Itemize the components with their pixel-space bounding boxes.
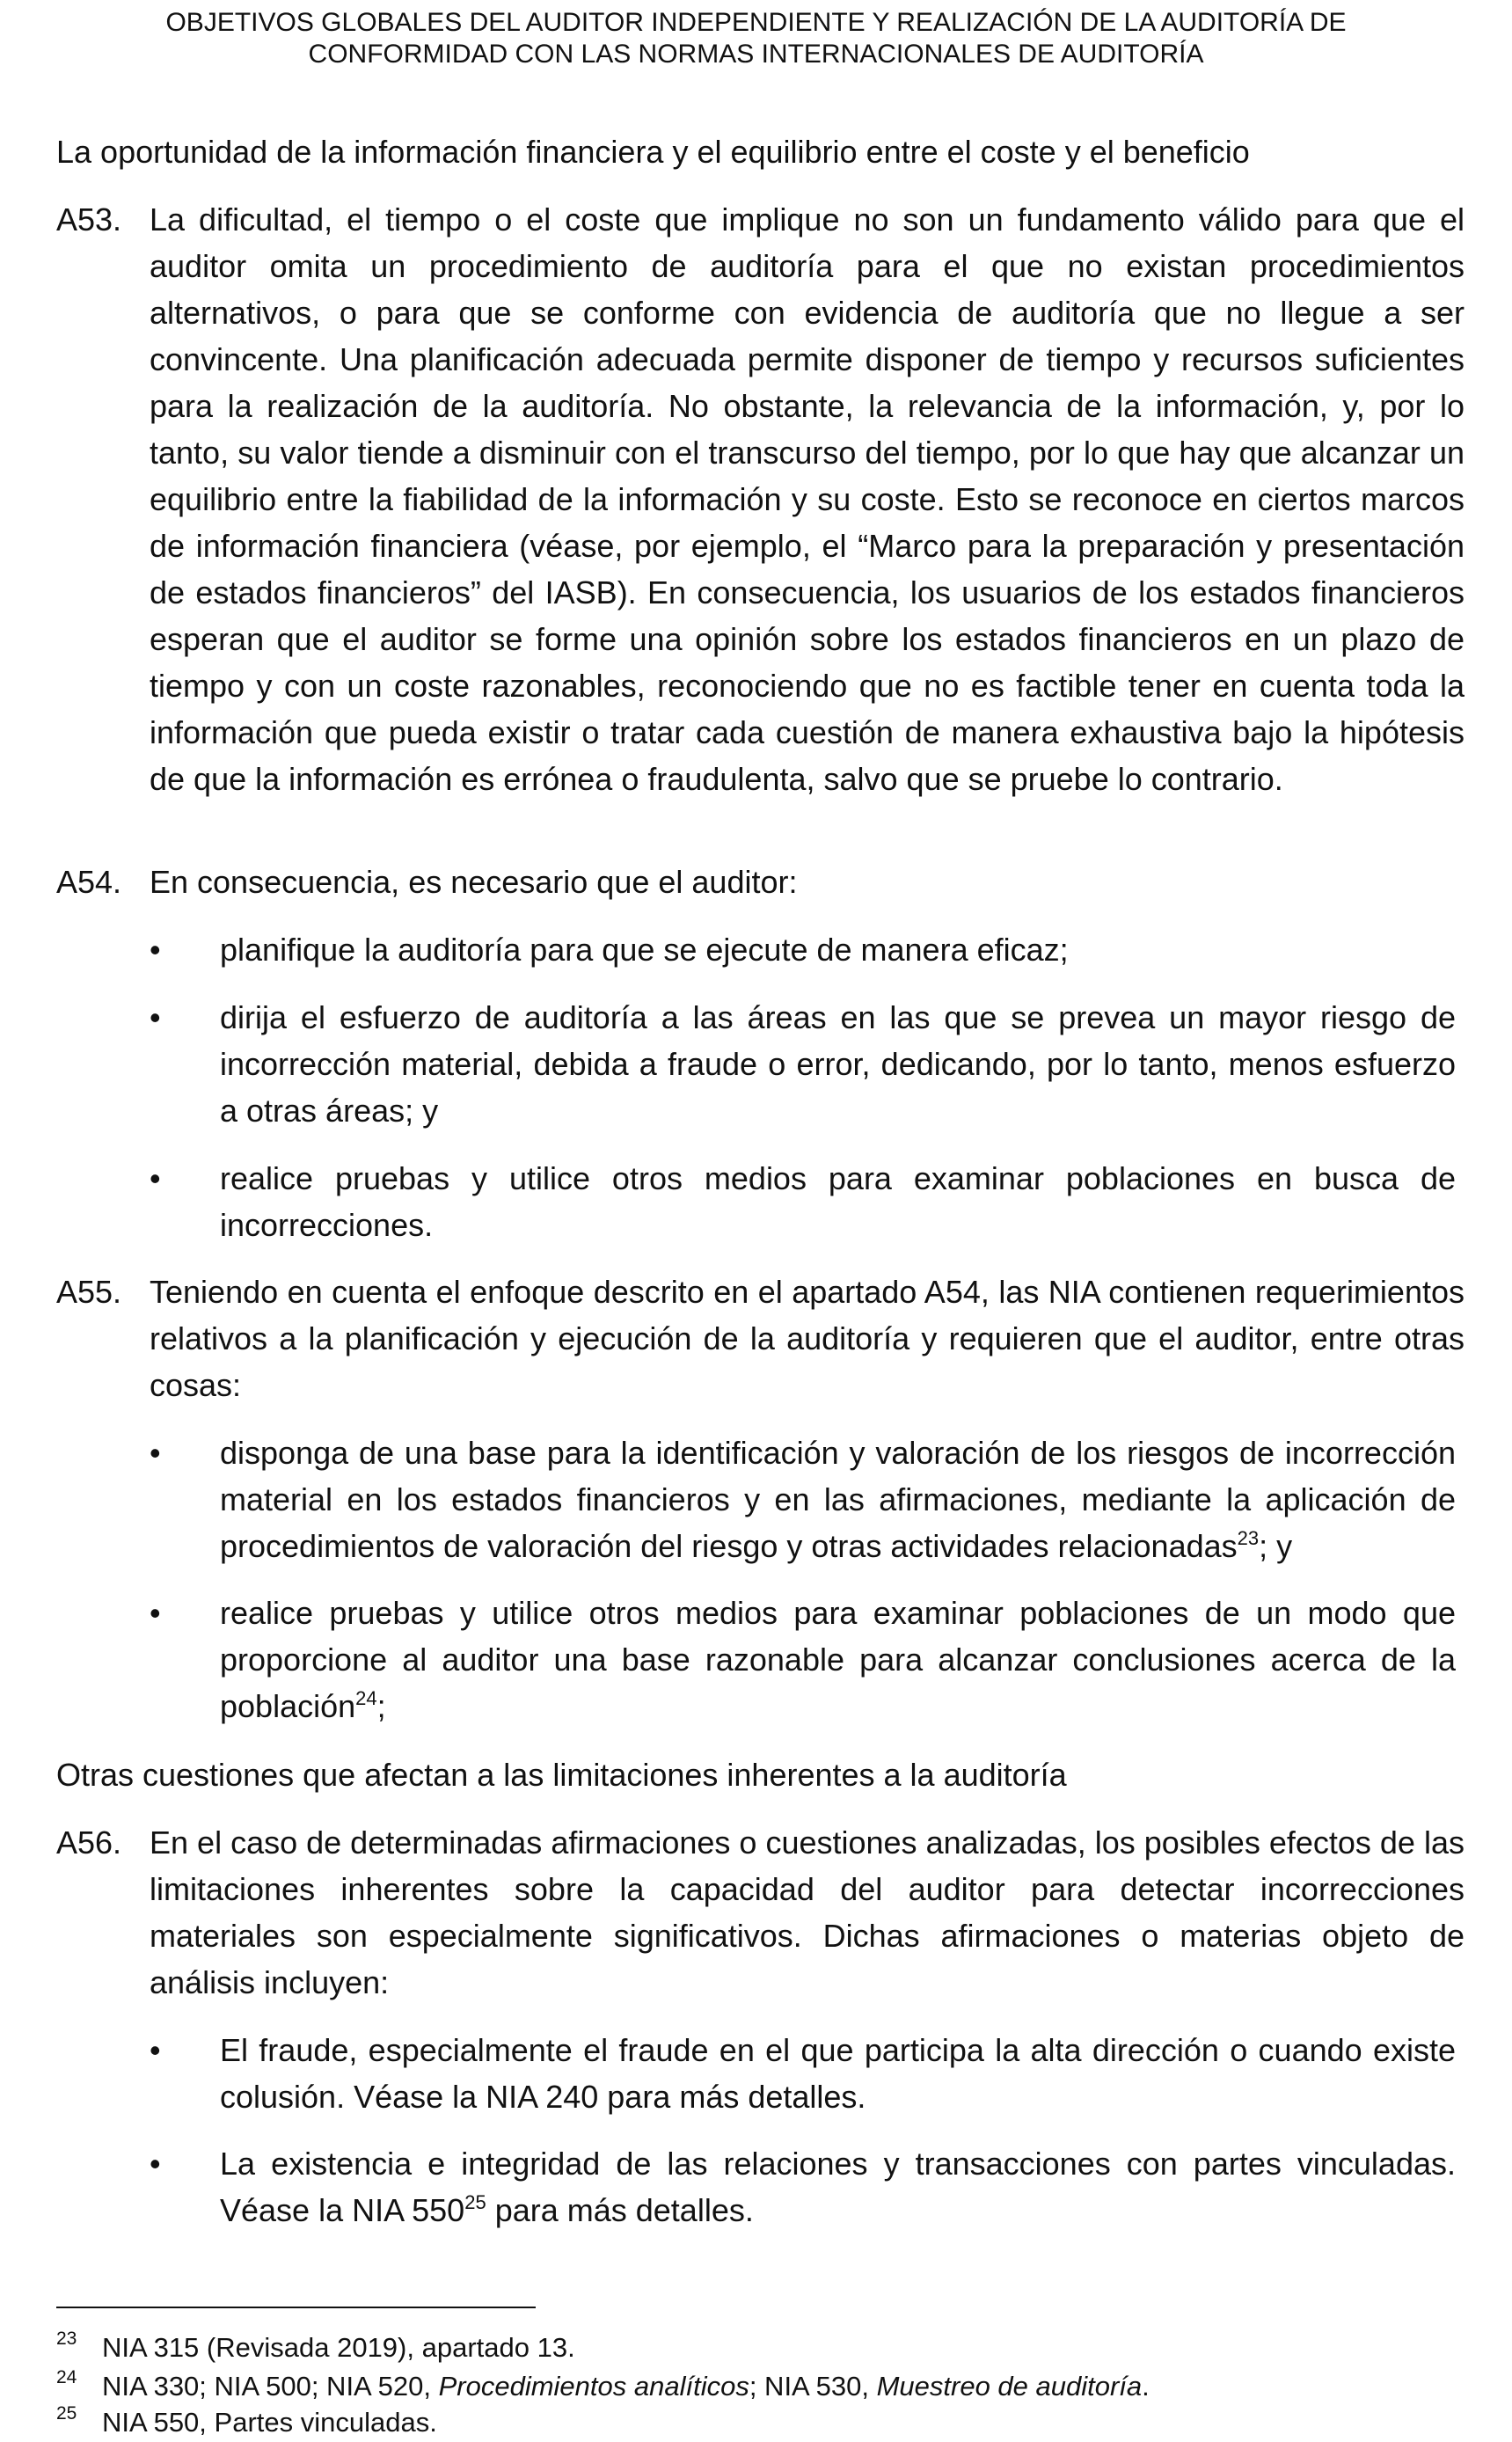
footnote-mark: 23 <box>56 2329 77 2349</box>
paragraph-text: En el caso de determinadas afirmaciones o cuestiones analizadas, los posibles efectos de las limitaciones inherentes sobre la capacidad del auditor para detectar incorrecciones materiales son especialmente significativos. Dichas afirmaciones o materias objeto de análisis incluyen: <box>150 1824 1465 2000</box>
paragraph-number: A54. <box>56 864 122 900</box>
list-item-text: dirija el esfuerzo de auditoría a las áreas en las que se prevea un mayor riesgo de incorrección material, debida a fraude o error, dedicando, por lo tanto, menos esfuerzo a otras áreas; y <box>220 999 1456 1129</box>
header-line-1: OBJETIVOS GLOBALES DEL AUDITOR INDEPENDIENTE Y REALIZACIÓN DE LA AUDITORÍA DE <box>165 8 1347 37</box>
paragraph-text: Teniendo en cuenta el enfoque descrito en el apartado A54, las NIA contienen requerimientos relativos a la planificación y ejecución de la auditoría y requieren que el auditor, entre otras cosas: <box>150 1274 1465 1403</box>
bullet-icon: • <box>150 1595 161 1631</box>
list-item-body: realice pruebas y utilice otros medios para examinar poblaciones de un modo que proporcione al auditor una base razonable para alcanzar conclusiones acerca de la población <box>220 1595 1456 1724</box>
list-item-text: realice pruebas y utilice otros medios para examinar poblaciones en busca de incorrecciones. <box>220 1160 1456 1243</box>
footnote-text-part: NIA 330; NIA 500; NIA 520, <box>102 2371 439 2402</box>
section-heading-other-limitations: Otras cuestiones que afectan a las limitaciones inherentes a la auditoría <box>56 1757 1067 1793</box>
footnote-text-part: . <box>1142 2371 1150 2402</box>
bullet-icon: • <box>150 1435 161 1471</box>
list-item-body: La existencia e integridad de las relaciones y transacciones con partes vinculadas. Véase la NIA 550 <box>220 2146 1456 2228</box>
paragraph-text: En consecuencia, es necesario que el auditor: <box>150 864 798 900</box>
list-item-text <box>220 1590 1456 1729</box>
bullet-icon: • <box>150 2146 161 2182</box>
footnote-text-part: ; NIA 530, <box>749 2371 877 2402</box>
footnote-italic-title: Muestreo de auditoría <box>876 2371 1143 2402</box>
footnote-text: NIA 315 (Revisada 2019), apartado 13. <box>102 2332 575 2363</box>
section-heading-timeliness: La oportunidad de la información financiera y el equilibrio entre el coste y el beneficio <box>56 134 1250 170</box>
page-header <box>0 7 1512 70</box>
list-item-text: El fraude, especialmente el fraude en el que participa la alta dirección o cuando existe colusión. Véase la NIA 240 para más detalles. <box>220 2032 1456 2115</box>
list-item-tail: ; y <box>1259 1528 1293 1564</box>
paragraph-number: A55. <box>56 1274 122 1310</box>
list-item-tail: ; <box>376 1688 386 1724</box>
bullet-icon: • <box>150 2032 161 2068</box>
footnote-ref-24: 24 <box>355 1687 377 1709</box>
list-item-body: disponga de una base para la identificación y valoración de los riesgos de incorrección material en los estados financieros y en las afirmaciones, mediante la aplicación de procedimientos de valoración del riesgo y otras actividades relacionadas <box>220 1435 1456 1564</box>
paragraph-number: A53. <box>56 201 122 238</box>
list-item-text: planifique la auditoría para que se ejecute de manera eficaz; <box>220 932 1069 968</box>
footnote-text <box>102 2370 1457 2403</box>
footnote-ref-25: 25 <box>464 2191 486 2213</box>
bullet-icon: • <box>150 932 161 968</box>
paragraph-number: A56. <box>56 1824 122 1861</box>
footnote-ref-23: 23 <box>1237 1527 1260 1549</box>
footnote-italic-title: Procedimientos analíticos <box>438 2371 749 2402</box>
list-item-text <box>220 1429 1456 1569</box>
header-line-2: CONFORMIDAD CON LAS NORMAS INTERNACIONALES DE AUDITORÍA <box>308 40 1204 69</box>
bullet-icon: • <box>150 999 161 1035</box>
footnote-text: NIA 550, Partes vinculadas. <box>102 2407 437 2438</box>
footnote-mark: 25 <box>56 2403 77 2424</box>
paragraph-text: La dificultad, el tiempo o el coste que implique no son un fundamento válido para que el auditor omita un procedimiento de auditoría para el que no existan procedimientos alternativos, o para que se conforme con evidencia de auditoría que no llegue a ser convincente. Una planificación adecuada permite disponer de tiempo y recursos suficientes para la realización de la auditoría. No obstante, la relevancia de la información, y, por lo tanto, su valor tiende a disminuir con el transcurso del tiempo, por lo que hay que alcanzar un equilibrio entre la fiabilidad de la información y su coste. Esto se reconoce en ciertos marcos de información financiera (véase, por ejemplo, el “Marco para la preparación y presentación de estados financieros” del IASB). En consecuencia, los usuarios de los estados financieros esperan que el auditor se forme una opinión sobre los estados financieros en un plazo de tiempo y con un coste razonables, reconociendo que no es factible tener en cuenta toda la información que pueda existir o tratar cada cuestión de manera exhaustiva bajo la hipótesis de que la información es errónea o fraudulenta, salvo que se pruebe lo contrario. <box>150 201 1465 797</box>
list-item-tail: para más detalles. <box>486 2192 754 2228</box>
footnote-divider <box>56 2307 536 2308</box>
footnote-mark: 24 <box>56 2367 77 2387</box>
bullet-icon: • <box>150 1160 161 1196</box>
list-item-text <box>220 2140 1456 2234</box>
